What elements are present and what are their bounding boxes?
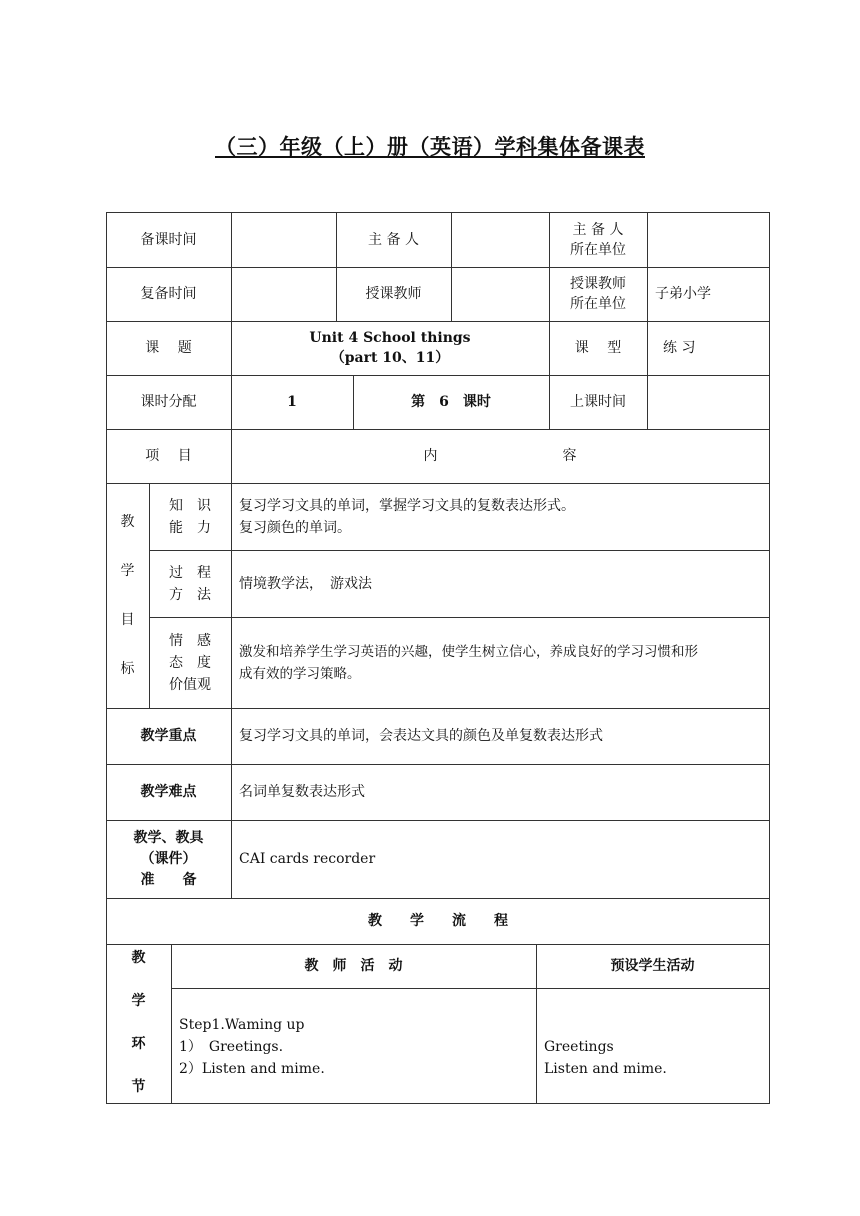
prep-time-value[interactable] — [231, 212, 336, 267]
topic-label: 课 题 — [145, 340, 192, 356]
topic-line-1: Unit 4 School things — [309, 330, 471, 346]
content-header-char: 内 — [423, 448, 438, 464]
label-line: 态 度 — [169, 654, 211, 671]
text-line: 激发和培养学生学习英语的兴趣，使学生树立信心，养成良好的学习习惯和形 — [239, 643, 698, 660]
page-title: （三）年级（上）册（英语）学科集体备课表 — [215, 134, 645, 159]
difficulty-value: 名词单复数表达形式 — [239, 784, 365, 800]
class-time-value[interactable] — [647, 375, 769, 429]
key-point-value: 复习学习文具的单词，会表达文具的颜色及单复数表达形式 — [239, 728, 603, 744]
objective-knowledge-label — [149, 483, 231, 550]
item-header: 项 目 — [145, 448, 192, 464]
text-line: Listen and mime. — [544, 1061, 667, 1077]
label-line: 教学、教具 — [133, 829, 204, 846]
objective-process-label — [149, 550, 231, 617]
student-activity-content — [536, 988, 769, 1103]
content-header-char: 容 — [562, 448, 577, 464]
teacher-unit-value: 子弟小学 — [655, 286, 711, 302]
label-line: 过 程 — [169, 564, 211, 581]
label-line: 价值观 — [169, 676, 211, 693]
lesson-type-label: 课 型 — [574, 340, 622, 356]
teacher-unit-label — [549, 267, 647, 321]
objective-attitude-text — [231, 617, 769, 708]
lead-preparer-unit-value[interactable] — [647, 212, 769, 267]
objective-knowledge-text — [231, 483, 769, 550]
side-char: 环 — [131, 1036, 146, 1052]
label-line: 准 备 — [140, 871, 197, 888]
text-line: Step1.Waming up — [179, 1017, 305, 1033]
teacher-activity-header: 教 师 活 动 — [304, 958, 403, 974]
class-time-label: 上课时间 — [570, 394, 626, 410]
flow-heading: 教 学 流 程 — [368, 913, 508, 929]
label-line: 授课教师 — [570, 276, 626, 292]
label-line: 所在单位 — [570, 241, 626, 258]
text-line: 复习颜色的单词。 — [239, 519, 351, 536]
review-time-value[interactable] — [231, 267, 336, 321]
label-line: （课件） — [140, 850, 197, 867]
difficulty-label: 教学难点 — [140, 784, 197, 800]
side-char: 教 — [131, 950, 146, 966]
label-line: 能 力 — [169, 519, 211, 536]
key-point-label: 教学重点 — [140, 728, 197, 744]
side-char: 教 — [120, 513, 135, 530]
flow-side-label — [106, 944, 171, 1103]
side-char: 目 — [120, 612, 135, 629]
side-char: 标 — [120, 661, 135, 678]
label-line: 主 备 人 — [572, 221, 624, 238]
prep-time-label: 备课时间 — [140, 231, 197, 248]
text-line: Greetings — [544, 1039, 614, 1055]
table-border-right — [769, 212, 770, 1104]
review-time-label: 复备时间 — [140, 286, 197, 302]
teacher-value[interactable] — [451, 267, 549, 321]
text-line: 1） Greetings. — [179, 1039, 284, 1055]
period-allocation-value: 1 — [287, 394, 297, 410]
objective-attitude-label — [149, 617, 231, 708]
lead-preparer-value[interactable] — [451, 212, 549, 267]
period-allocation-label: 课时分配 — [140, 394, 197, 410]
prep-value: CAI cards recorder — [239, 851, 376, 867]
table-border-bottom — [106, 1103, 770, 1104]
objectives-side-label — [106, 483, 149, 708]
side-char: 学 — [131, 993, 146, 1009]
content-header — [231, 429, 769, 483]
side-char: 节 — [131, 1079, 146, 1095]
lesson-number: 第 6 课时 — [411, 394, 491, 410]
label-line: 方 法 — [169, 586, 211, 603]
lesson-type-value: 练 习 — [663, 340, 696, 356]
text-line: 2）Listen and mime. — [179, 1061, 325, 1077]
label-line: 所在单位 — [570, 296, 626, 312]
teacher-label: 授课教师 — [365, 286, 422, 302]
label-line: 知 识 — [169, 497, 211, 514]
student-activity-header: 预设学生活动 — [610, 958, 695, 974]
lead-preparer-label: 主 备 人 — [368, 231, 419, 248]
lead-preparer-unit-label — [549, 212, 647, 267]
text-line: 成有效的学习策略。 — [239, 665, 361, 682]
objective-process-text: 情境教学法， 游戏法 — [239, 575, 372, 592]
teacher-activity-content — [171, 988, 536, 1103]
label-line: 情 感 — [169, 632, 211, 649]
side-char: 学 — [120, 562, 135, 579]
text-line: 复习学习文具的单词，掌握学习文具的复数表达形式。 — [239, 497, 575, 514]
prep-label — [106, 820, 231, 898]
topic-value — [231, 321, 549, 375]
topic-line-2: （part 10、11） — [330, 350, 450, 366]
